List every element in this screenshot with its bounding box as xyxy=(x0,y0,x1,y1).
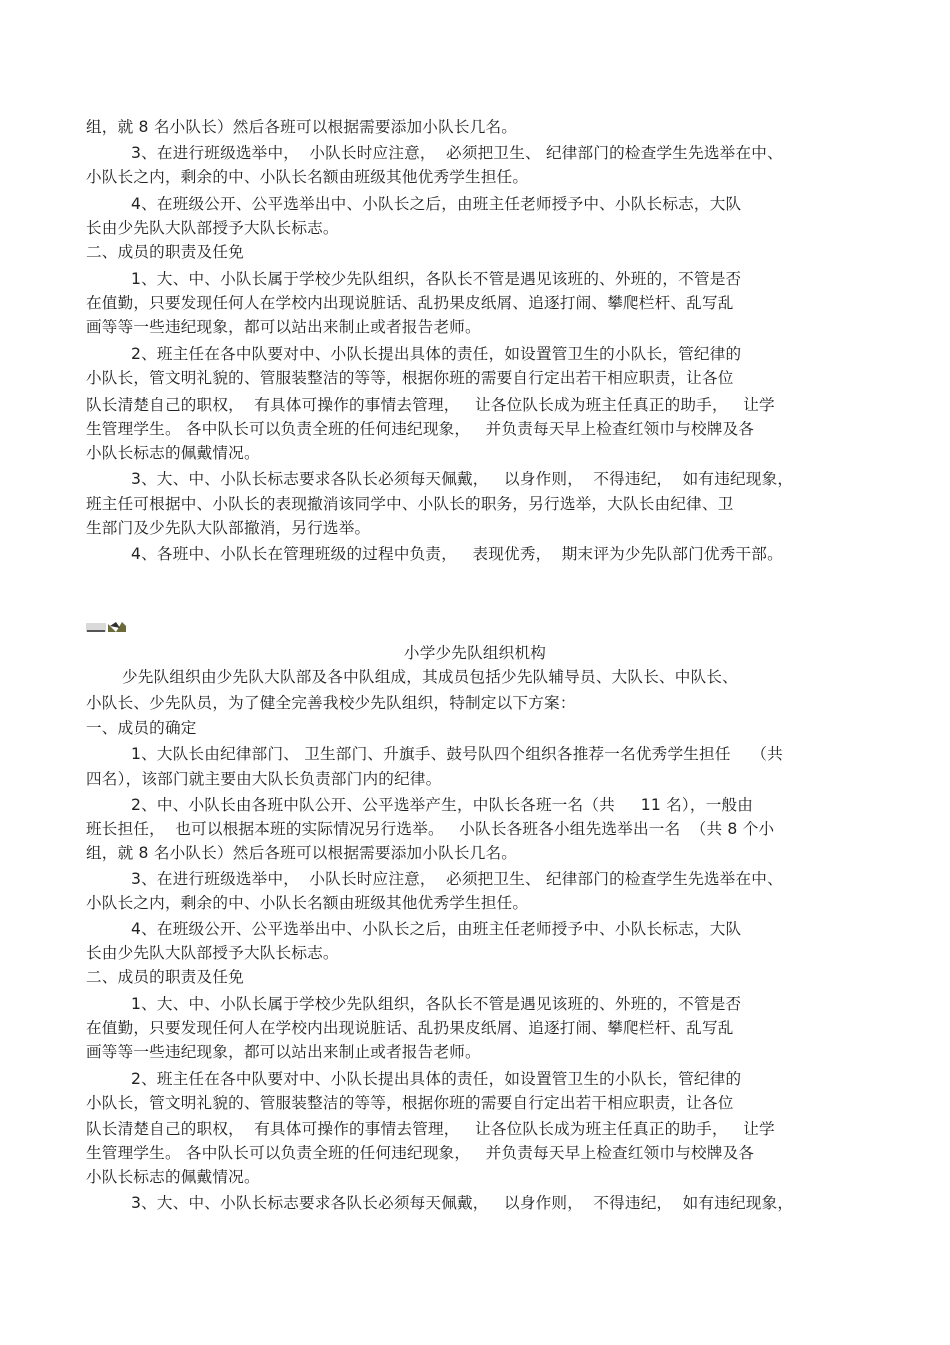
text-line: 2、中、小队长由各班中队公开、公平选举产生，中队长各班一名（共 11 名），一般由 xyxy=(131,796,754,814)
text-line: 组，就 8 名小队长）然后各班可以根据需要添加小队长几名。 xyxy=(86,844,518,862)
text-line: 少先队组织由少先队大队部及各中队组成，其成员包括少先队辅导员、大队长、中队长、 xyxy=(122,668,738,686)
text-line: 1、大、中、小队长属于学校少先队组织，各队长不管是遇见该班的、外班的，不管是否 xyxy=(131,270,742,288)
section-heading: 一、成员的确定 xyxy=(86,719,197,737)
text-line: 3、在进行班级选举中， 小队长时应注意， 必须把卫生、 纪律部门的检查学生先选举在中、 xyxy=(131,144,783,162)
text-line: 在值勤，只要发现任何人在学校内出现说脏话、乱扔果皮纸屑、追逐打闹、攀爬栏杆、乱写乱 xyxy=(86,294,734,312)
text-line: 队长清楚自己的职权， 有具体可操作的事情去管理， 让各位队长成为班主任真正的助手， 让学 xyxy=(86,396,775,414)
text-line: 2、班主任在各中队要对中、小队长提出具体的责任，如设置管卫生的小队长，管纪律的 xyxy=(131,345,742,363)
text-line: 4、在班级公开、公平选举出中、小队长之后，由班主任老师授予中、小队长标志，大队 xyxy=(131,920,742,938)
text-line: 小队长标志的佩戴情况。 xyxy=(86,444,260,462)
text-line: 1、大队长由纪律部门、 卫生部门、升旗手、鼓号队四个组织各推荐一名优秀学生担任 （共 xyxy=(131,745,783,763)
text-line: 2、班主任在各中队要对中、小队长提出具体的责任，如设置管卫生的小队长，管纪律的 xyxy=(131,1070,742,1088)
text-line: 班长担任， 也可以根据本班的实际情况另行选举。 小队长各班各小组先选举出一名 （共 8 个小 xyxy=(86,820,775,838)
text-line: 小队长标志的佩戴情况。 xyxy=(86,1168,260,1186)
decorative-mark-icon xyxy=(86,620,128,634)
section-heading: 二、成员的职责及任免 xyxy=(86,243,244,261)
section-heading: 二、成员的职责及任免 xyxy=(86,968,244,986)
text-line: 小队长之内，剩余的中、小队长名额由班级其他优秀学生担任。 xyxy=(86,168,529,186)
text-line: 小队长，管文明礼貌的、管服装整洁的等等，根据你班的需要自行定出若干相应职责，让各位 xyxy=(86,1094,734,1112)
text-line: 4、在班级公开、公平选举出中、小队长之后，由班主任老师授予中、小队长标志，大队 xyxy=(131,195,742,213)
text-line: 长由少先队大队部授予大队长标志。 xyxy=(86,219,339,237)
text-line: 生管理学生。 各中队长可以负责全班的任何违纪现象， 并负责每天早上检查红领巾与校牌及各 xyxy=(86,420,755,438)
text-line: 班主任可根据中、小队长的表现撤消该同学中、小队长的职务，另行选举，大队长由纪律、卫 xyxy=(86,495,734,513)
text-line: 组，就 8 名小队长）然后各班可以根据需要添加小队长几名。 xyxy=(86,118,518,136)
text-line: 画等等一些违纪现象，都可以站出来制止或者报告老师。 xyxy=(86,318,481,336)
text-line: 3、大、中、小队长标志要求各队长必须每天佩戴， 以身作则， 不得违纪， 如有违纪现象， xyxy=(131,1194,794,1212)
text-line: 1、大、中、小队长属于学校少先队组织，各队长不管是遇见该班的、外班的，不管是否 xyxy=(131,995,742,1013)
page-title: 小学少先队组织机构 xyxy=(403,644,547,662)
text-line: 小队长之内，剩余的中、小队长名额由班级其他优秀学生担任。 xyxy=(86,894,529,912)
text-line: 小队长，管文明礼貌的、管服装整洁的等等，根据你班的需要自行定出若干相应职责，让各位 xyxy=(86,369,734,387)
text-line: 3、大、中、小队长标志要求各队长必须每天佩戴， 以身作则， 不得违纪， 如有违纪现象， xyxy=(131,470,794,488)
text-line: 队长清楚自己的职权， 有具体可操作的事情去管理， 让各位队长成为班主任真正的助手， 让学 xyxy=(86,1120,775,1138)
text-line: 四名），该部门就主要由大队长负责部门内的纪律。 xyxy=(86,770,442,788)
text-line: 生部门及少先队大队部撤消，另行选举。 xyxy=(86,519,371,537)
text-line: 在值勤，只要发现任何人在学校内出现说脏话、乱扔果皮纸屑、追逐打闹、攀爬栏杆、乱写乱 xyxy=(86,1019,734,1037)
text-line: 小队长、少先队员，为了健全完善我校少先队组织，特制定以下方案： xyxy=(86,694,576,712)
text-line: 长由少先队大队部授予大队长标志。 xyxy=(86,944,339,962)
text-line: 3、在进行班级选举中， 小队长时应注意， 必须把卫生、 纪律部门的检查学生先选举在中、 xyxy=(131,870,783,888)
text-line: 生管理学生。 各中队长可以负责全班的任何违纪现象， 并负责每天早上检查红领巾与校牌及各 xyxy=(86,1144,755,1162)
text-line: 4、各班中、小队长在管理班级的过程中负责， 表现优秀， 期末评为少先队部门优秀干部。 xyxy=(131,545,783,563)
text-line: 画等等一些违纪现象，都可以站出来制止或者报告老师。 xyxy=(86,1043,481,1061)
